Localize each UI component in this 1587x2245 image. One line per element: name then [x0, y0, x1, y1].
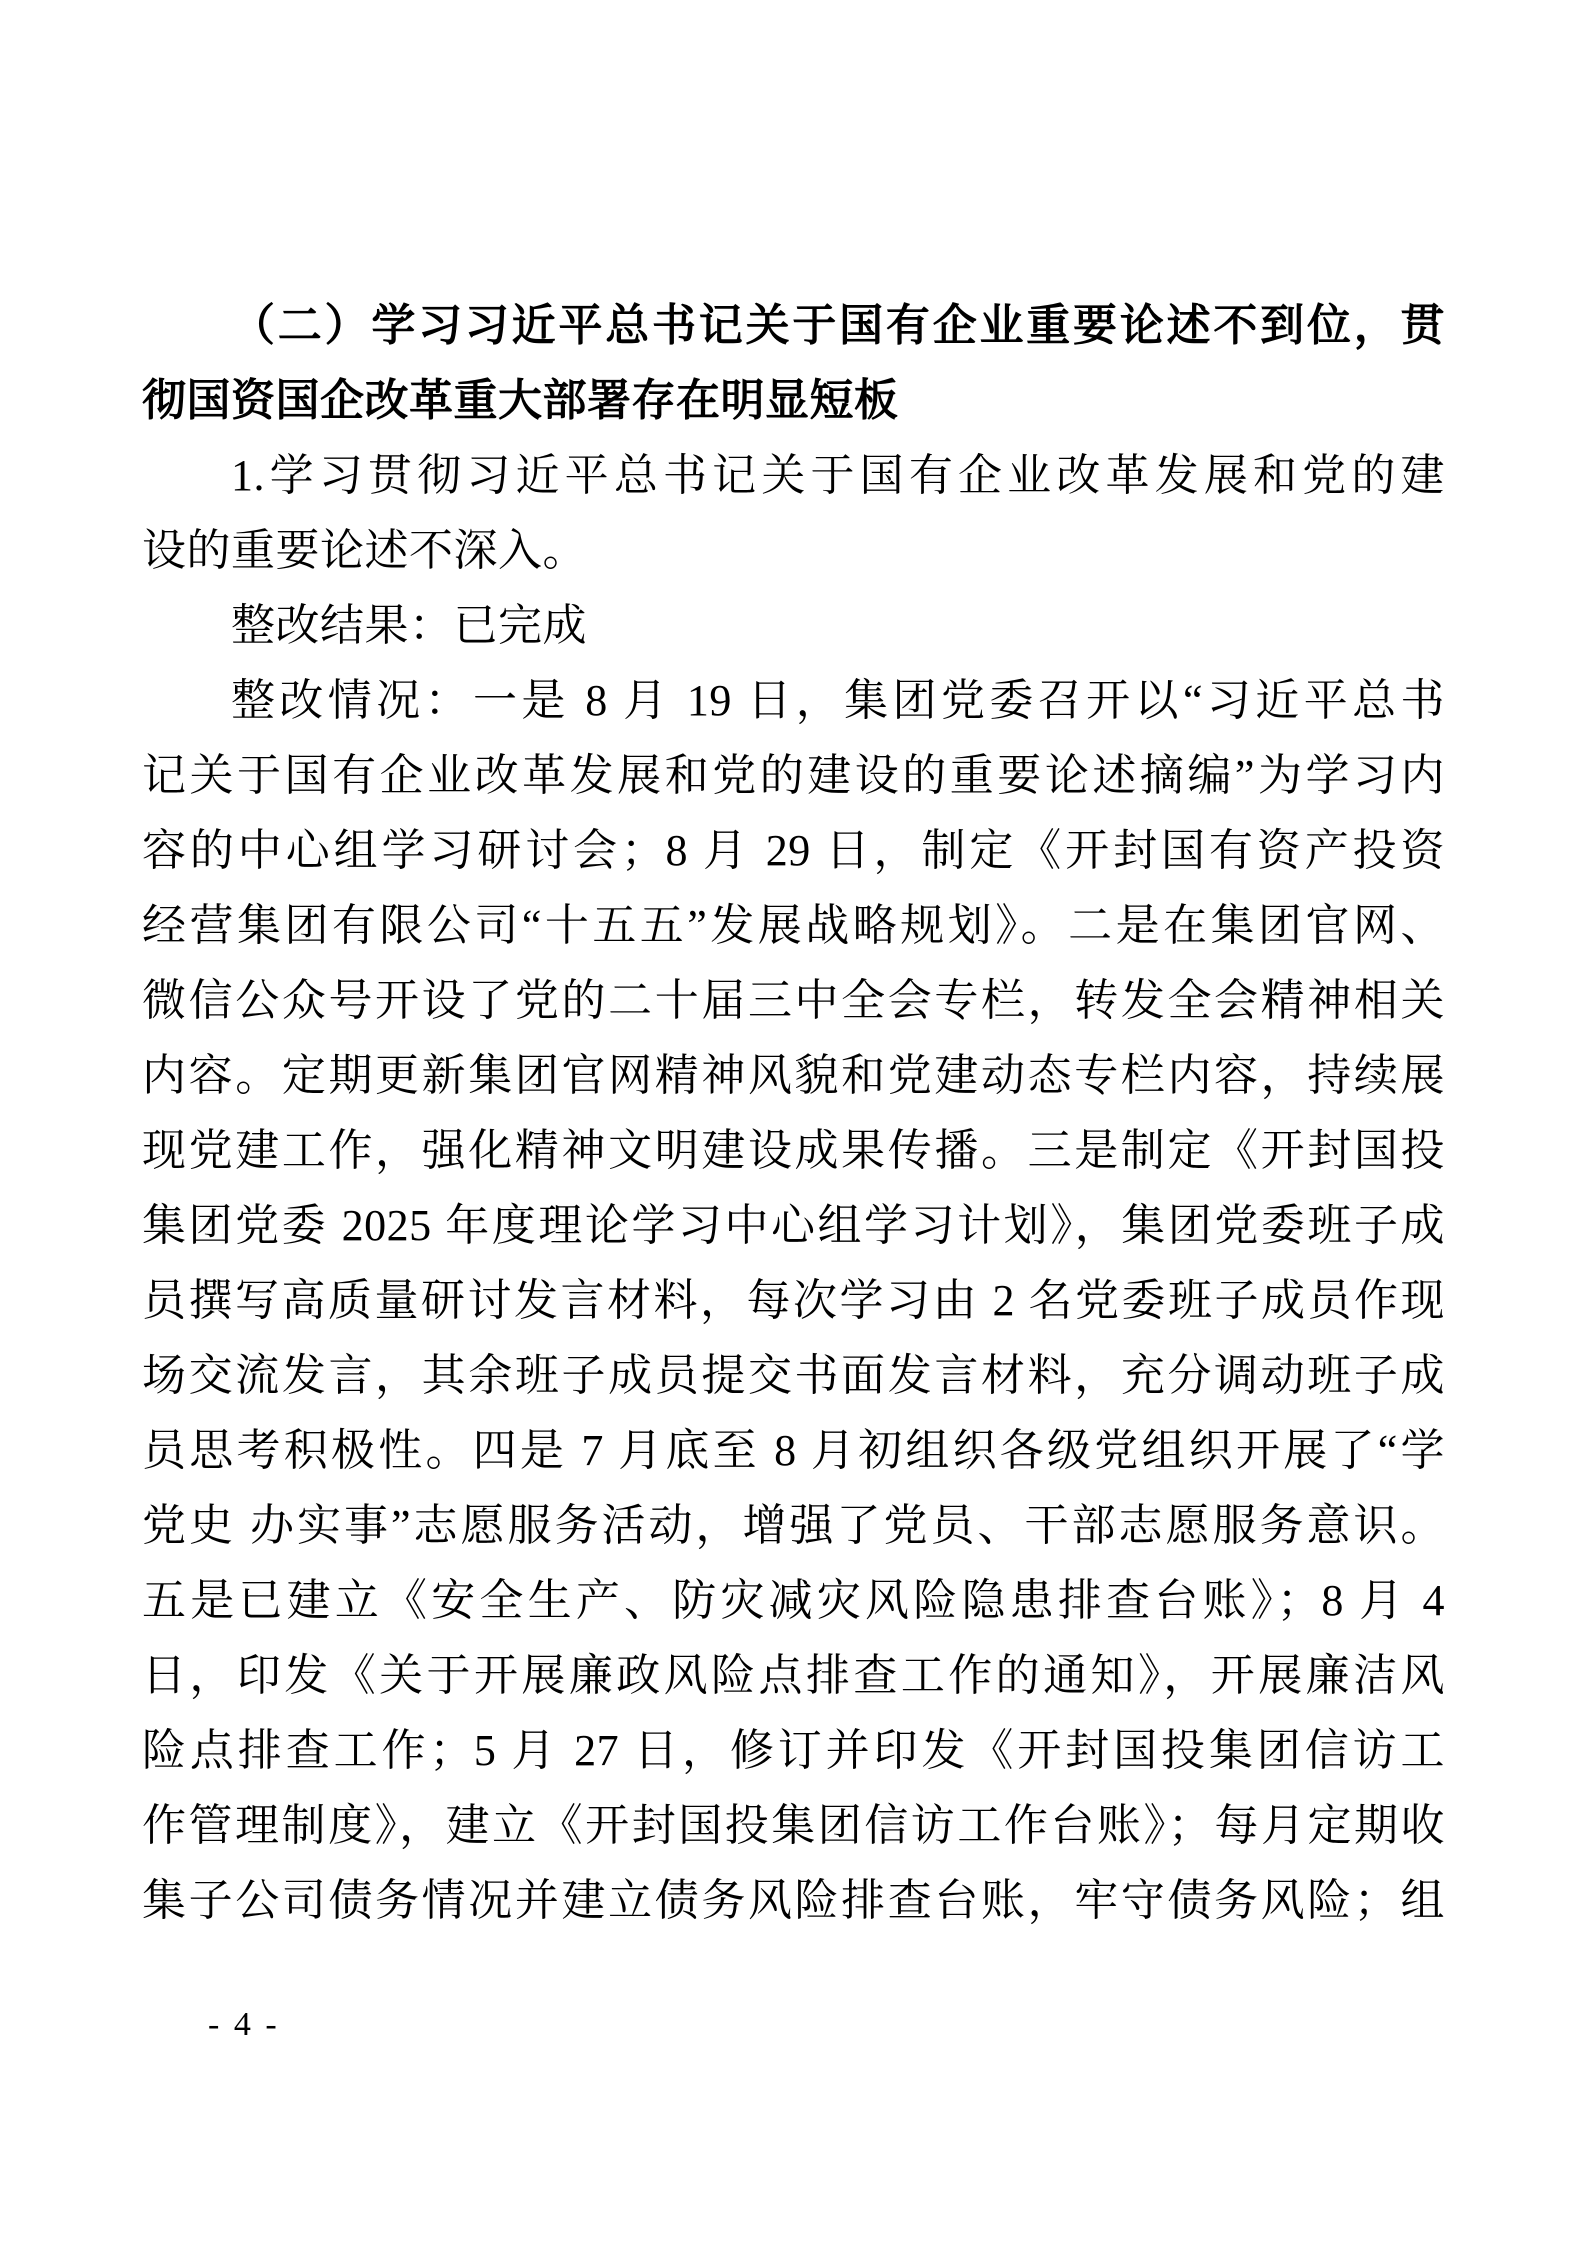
rectification-detail-line: 员撰写高质量研讨发言材料，每次学习由 2 名党委班子成员作现	[142, 1276, 1445, 1325]
rectification-detail-line: 险点排查工作；5 月 27 日，修订并印发《开封国投集团信访工	[142, 1726, 1445, 1775]
rectification-detail-line: 整改情况：一是 8 月 19 日，集团党委召开以“习近平总书	[231, 676, 1445, 725]
issue-title-line: 1.学习贯彻习近平总书记关于国有企业改革发展和党的建	[231, 451, 1445, 500]
rectification-detail-line: 现党建工作，强化精神文明建设成果传播。三是制定《开封国投	[142, 1126, 1445, 1175]
rectification-detail-line: 集子公司债务情况并建立债务风险排查台账，牢守债务风险；组	[142, 1876, 1445, 1925]
rectification-detail-line: 经营集团有限公司“十五五”发展战略规划》。二是在集团官网、	[142, 901, 1445, 950]
rectification-detail-line: 作管理制度》，建立《开封国投集团信访工作台账》；每月定期收	[142, 1801, 1445, 1850]
rectification-result-line: 整改结果：已完成	[231, 601, 587, 650]
issue-title-line: 设的重要论述不深入。	[142, 526, 587, 575]
section-heading-line: （二）学习习近平总书记关于国有企业重要论述不到位，贯	[231, 301, 1445, 350]
rectification-detail-line: 微信公众号开设了党的二十届三中全会专栏，转发全会精神相关	[142, 976, 1445, 1025]
rectification-detail-line: 记关于国有企业改革发展和党的建设的重要论述摘编”为学习内	[142, 751, 1445, 800]
section-heading-line: 彻国资国企改革重大部署存在明显短板	[142, 376, 899, 425]
rectification-detail-line: 集团党委 2025 年度理论学习中心组学习计划》，集团党委班子成	[142, 1201, 1445, 1250]
rectification-detail-line: 五是已建立《安全生产、防灾减灾风险隐患排查台账》；8 月 4	[142, 1576, 1445, 1625]
rectification-detail-line: 党史 办实事”志愿服务活动，增强了党员、干部志愿服务意识。	[142, 1501, 1445, 1550]
rectification-detail-line: 场交流发言，其余班子成员提交书面发言材料，充分调动班子成	[142, 1351, 1445, 1400]
rectification-detail-line: 容的中心组学习研讨会；8 月 29 日，制定《开封国有资产投资	[142, 826, 1445, 875]
page-number: - 4 -	[208, 2006, 280, 2043]
rectification-detail-line: 日，印发《关于开展廉政风险点排查工作的通知》，开展廉洁风	[142, 1651, 1445, 1700]
rectification-detail-line: 员思考积极性。四是 7 月底至 8 月初组织各级党组织开展了“学	[142, 1426, 1445, 1475]
document-body	[142, 288, 1445, 1938]
rectification-detail-line: 内容。定期更新集团官网精神风貌和党建动态专栏内容，持续展	[142, 1051, 1445, 1100]
